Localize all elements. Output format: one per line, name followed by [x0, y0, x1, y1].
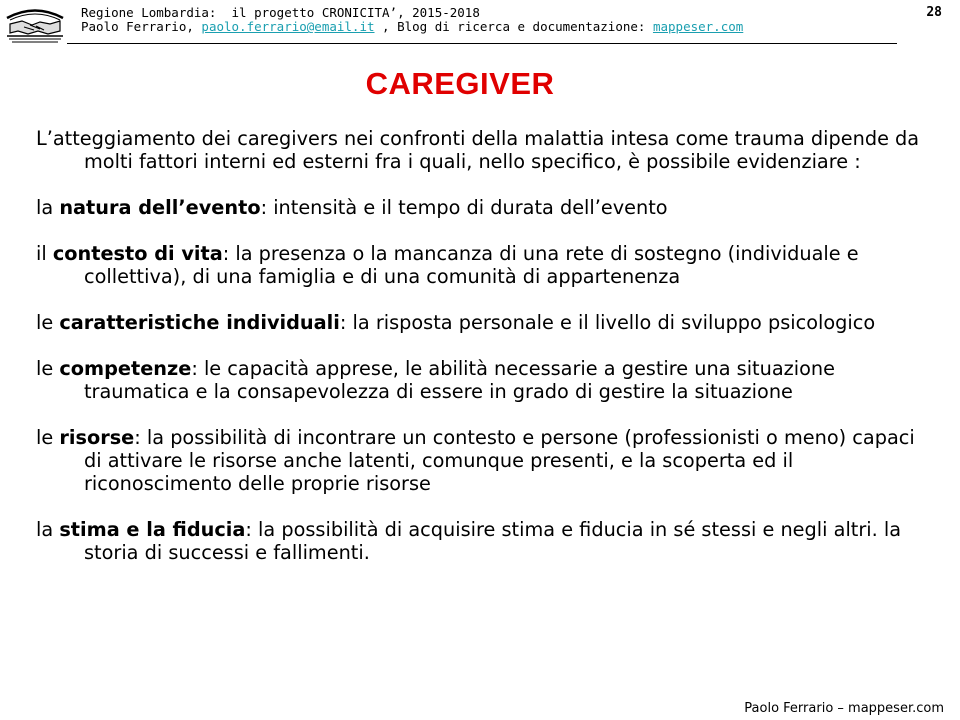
page-number: 28 — [926, 5, 942, 20]
factor-prefix: il — [36, 242, 53, 265]
factor-text: : le capacità apprese, le abilità necessarie a gestire una situazione traumatica e la consapevolezza di essere in grado di gestire la situazione — [84, 357, 836, 403]
factor-term: stima e la fiducia — [59, 518, 246, 541]
factor-stima-fiducia — [36, 518, 936, 564]
blog-link[interactable]: mappeser.com — [652, 19, 744, 34]
slide-header — [81, 6, 861, 34]
slide-content — [36, 127, 936, 587]
author-email-link[interactable]: paolo.ferrario@email.it — [201, 19, 375, 34]
factor-caratteristiche-individuali — [36, 311, 936, 334]
factor-contesto-vita — [36, 242, 936, 288]
handshake-logo-icon — [4, 3, 66, 43]
factor-term: natura dell’evento — [59, 196, 261, 219]
factor-term: contesto di vita — [52, 242, 223, 265]
factor-prefix: le — [36, 357, 60, 380]
header-line1: Regione Lombardia: il progetto CRONICITA’, 2015-2018 — [81, 5, 480, 20]
header-divider — [67, 43, 897, 44]
factor-natura-evento — [36, 196, 936, 219]
factor-prefix: le — [36, 311, 60, 334]
header-blog-text: , Blog di ricerca e documentazione: — [374, 19, 653, 34]
factor-prefix: la — [36, 518, 60, 541]
factor-text: : intensità e il tempo di durata dell’evento — [260, 196, 668, 219]
header-author: Paolo Ferrario, — [81, 19, 202, 34]
factor-text: : la presenza o la mancanza di una rete di sostegno (individuale e collettiva), di una famiglia e di una comunità di appartenenza — [84, 242, 859, 288]
factor-prefix: la — [36, 196, 60, 219]
factor-competenze — [36, 357, 936, 403]
slide-title: CAREGIVER — [365, 66, 555, 101]
intro-paragraph: L’atteggiamento dei caregivers nei confronti della malattia intesa come trauma dipende da molti fattori interni ed esterni fra i quali, nello specifico, è possibile evidenziare : — [36, 127, 920, 173]
factor-term: caratteristiche individuali — [59, 311, 340, 334]
factor-text: : la possibilità di acquisire stima e fiducia in sé stessi e negli altri. la storia di successi e fallimenti. — [84, 518, 902, 564]
factor-prefix: le — [36, 426, 60, 449]
factor-text: : la risposta personale e il livello di sviluppo psicologico — [339, 311, 876, 334]
factor-risorse — [36, 426, 936, 495]
factor-term: competenze — [59, 357, 192, 380]
footer-credit: Paolo Ferrario – mappeser.com — [744, 701, 944, 716]
factor-text: : la possibilità di incontrare un contesto e persone (professionisti o meno) capaci di attivare le risorse anche latenti, comunque presenti, e la scoperta ed il riconoscimento delle proprie risorse — [84, 426, 915, 495]
factor-term: risorse — [59, 426, 135, 449]
